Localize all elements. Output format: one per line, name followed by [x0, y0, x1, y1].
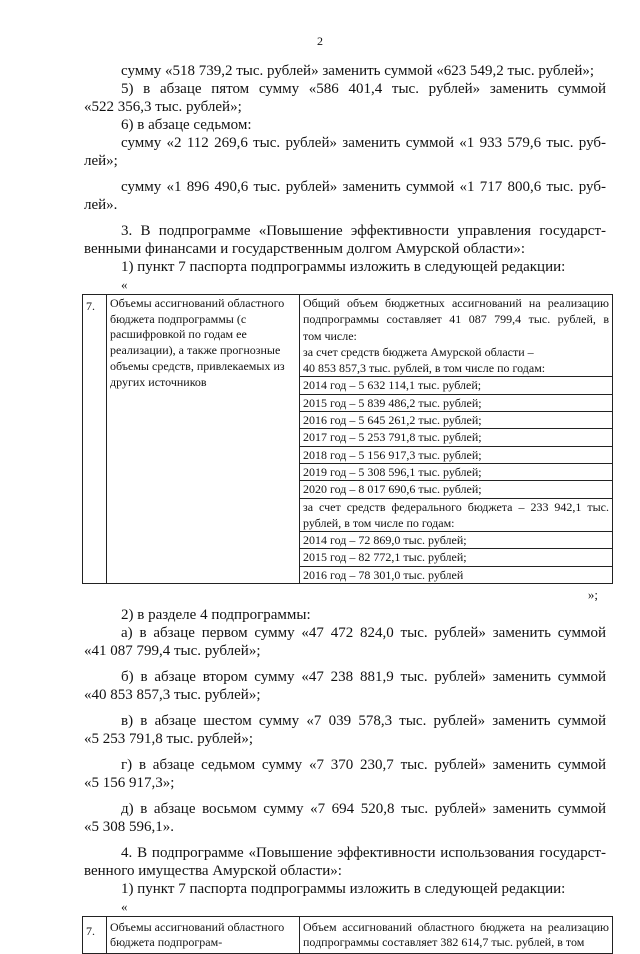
- text-line: венного имущества Амурской области»:: [84, 863, 342, 880]
- text-line: «5 308 596,1».: [84, 819, 174, 836]
- text-line: д) в абзаце восьмом сумму «7 694 520,8 тыс. рублей» заменить суммой: [121, 801, 606, 818]
- text-line: 1) пункт 7 паспорта подпрограммы изложить в следующей редакции:: [121, 881, 566, 898]
- text-line: 4. В подпрограмме «Повышение эффективности использования государст-: [121, 845, 606, 862]
- text-line: 1) пункт 7 паспорта подпрограммы изложить в следующей редакции:: [121, 259, 566, 275]
- value-line: за счет средств федерального бюджета – 233 942,1 тыс.: [300, 498, 612, 515]
- item-number: 7.: [83, 917, 107, 954]
- text-line: венными финансами и государственным долгом Амурской области»:: [84, 241, 526, 257]
- value-line: за счет средств бюджета Амурской области –: [303, 344, 534, 359]
- text-line: «5 156 917,3»;: [84, 775, 175, 792]
- table-row: [83, 295, 613, 584]
- item-label: Объемы ассигнований областного бюджета подпрограммы (с расшифровкой по годам ее реализации), а также прогнозные объемы средств, привлекаемых из других источников: [107, 295, 300, 584]
- value-line: 2016 год – 5 645 261,2 тыс. рублей;: [300, 411, 612, 428]
- text-line: 6) в абзаце седьмом:: [121, 117, 252, 133]
- value-line: 2019 год – 5 308 596,1 тыс. рублей;: [300, 463, 612, 480]
- top-paragraphs: [84, 62, 606, 276]
- text-line: а) в абзаце первом сумму «47 472 824,0 тыс. рублей» заменить суммой: [121, 625, 606, 642]
- value-line: 2015 год – 82 772,1 тыс. рублей;: [300, 548, 612, 565]
- value-line: 2016 год – 78 301,0 тыс. рублей: [300, 566, 612, 583]
- open-quote-2: «: [121, 899, 128, 915]
- item-value: Объем ассигнований областного бюджета на реализацию подпрограммы составляет 382 614,7 тыс. рублей, в том: [300, 917, 613, 954]
- page-number: 2: [317, 34, 323, 48]
- text-line: 5) в абзаце пятом сумму «586 401,4 тыс. рублей» заменить суммой: [121, 81, 606, 97]
- value-line: 2014 год – 72 869,0 тыс. рублей;: [300, 531, 612, 548]
- text-line: «522 356,3 тыс. рублей»;: [84, 99, 242, 115]
- item-number: 7.: [83, 295, 107, 584]
- text-line: «41 087 799,4 тыс. рублей»;: [84, 643, 261, 660]
- text-line: сумму «518 739,2 тыс. рублей» заменить суммой «623 549,2 тыс. рублей»;: [121, 63, 595, 79]
- text-line: «40 853 857,3 тыс. рублей»;: [84, 687, 261, 704]
- text-line: г) в абзаце седьмом сумму «7 370 230,7 тыс. рублей» заменить суммой: [121, 757, 606, 774]
- value-line: Общий объем бюджетных ассигнований на реализацию: [303, 296, 609, 310]
- value-line: 2017 год – 5 253 791,8 тыс. рублей;: [300, 428, 612, 445]
- value-line: подпрограммы составляет 41 087 799,4 тыс. рублей, в: [303, 312, 609, 327]
- text-line: б) в абзаце втором сумму «47 238 881,9 тыс. рублей» заменить суммой: [121, 669, 606, 686]
- value-line: 2020 год – 8 017 690,6 тыс. рублей;: [300, 480, 612, 497]
- text-line: «5 253 791,8 тыс. рублей»;: [84, 731, 253, 748]
- value-line: 2018 год – 5 156 917,3 тыс. рублей;: [300, 446, 612, 463]
- value-line: 2015 год – 5 839 486,2 тыс. рублей;: [300, 394, 612, 411]
- value-line: 40 853 857,3 тыс. рублей, в том числе по годам:: [303, 361, 546, 376]
- text-line: 2) в разделе 4 подпрограммы:: [121, 607, 311, 624]
- document-body: [84, 62, 609, 954]
- text-line: в) в абзаце шестом сумму «7 039 578,3 тыс. рублей» заменить суммой: [121, 713, 606, 730]
- open-quote: «: [121, 277, 128, 292]
- value-line: том числе:: [303, 328, 357, 343]
- close-quote: »;: [587, 587, 598, 603]
- table-row: [83, 917, 613, 954]
- passport-table-1: [82, 294, 613, 584]
- middle-paragraphs: [84, 606, 606, 898]
- text-line: лей».: [84, 197, 118, 213]
- value-line: рублей, в том числе по годам:: [303, 515, 455, 530]
- passport-table-2: [82, 916, 613, 954]
- text-line: лей»;: [84, 153, 118, 169]
- value-line: 2014 год – 5 632 114,1 тыс. рублей;: [300, 376, 612, 393]
- text-line: 3. В подпрограмме «Повышение эффективности управления государст-: [121, 223, 606, 239]
- text-line: сумму «2 112 269,6 тыс. рублей» заменить суммой «1 933 579,6 тыс. руб-: [121, 135, 606, 151]
- item-value: [300, 295, 613, 584]
- item-label: Объемы ассигнований областного бюджета подпрограм-: [107, 917, 300, 954]
- text-line: сумму «1 896 490,6 тыс. рублей» заменить суммой «1 717 800,6 тыс. руб-: [121, 179, 606, 195]
